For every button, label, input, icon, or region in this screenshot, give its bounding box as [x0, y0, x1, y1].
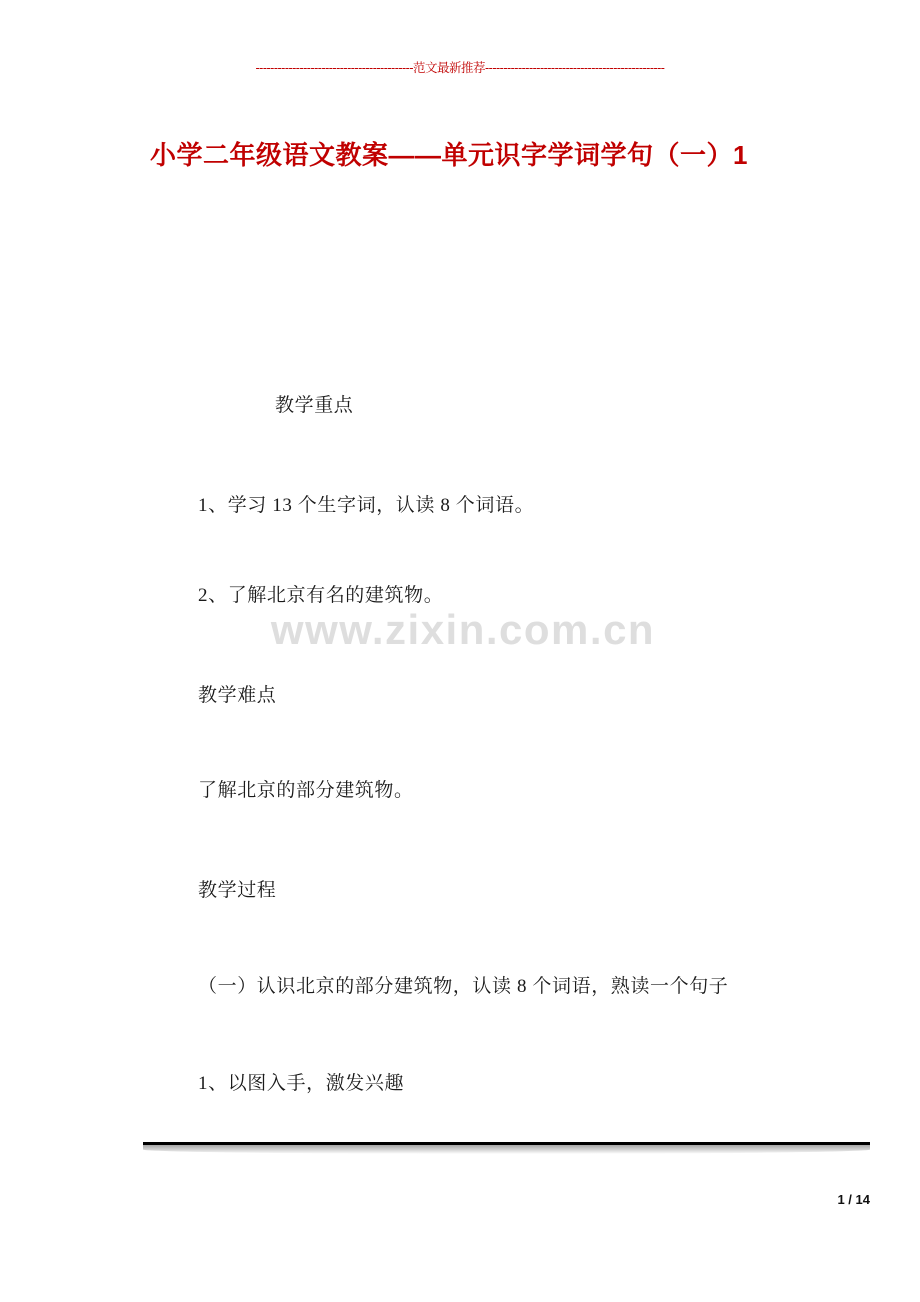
body-line: 教学过程 — [198, 880, 277, 901]
body-line: 2、了解北京有名的建筑物。 — [198, 585, 444, 606]
body-line: 1、以图入手，激发兴趣 — [198, 1073, 405, 1094]
body-line: 1、学习 13 个生字词，认读 8 个词语。 — [198, 495, 535, 516]
header-rule-text: -------------------------------------------范文最新推荐------------------------------------------------- — [255, 61, 665, 75]
body-line: 教学难点 — [198, 685, 277, 706]
page-number: 1 / 14 — [837, 1192, 870, 1207]
watermark-text: www.zixin.com.cn — [270, 606, 656, 653]
page-title: 小学二年级语文教案——单元识字学词学句（一）1 — [150, 140, 748, 171]
footer-separator — [143, 1142, 870, 1145]
body-line: 教学重点 — [275, 395, 354, 416]
body-line: 了解北京的部分建筑物。 — [198, 780, 414, 801]
body-line: （一）认识北京的部分建筑物，认读 8 个词语，熟读一个句子 — [198, 976, 729, 997]
